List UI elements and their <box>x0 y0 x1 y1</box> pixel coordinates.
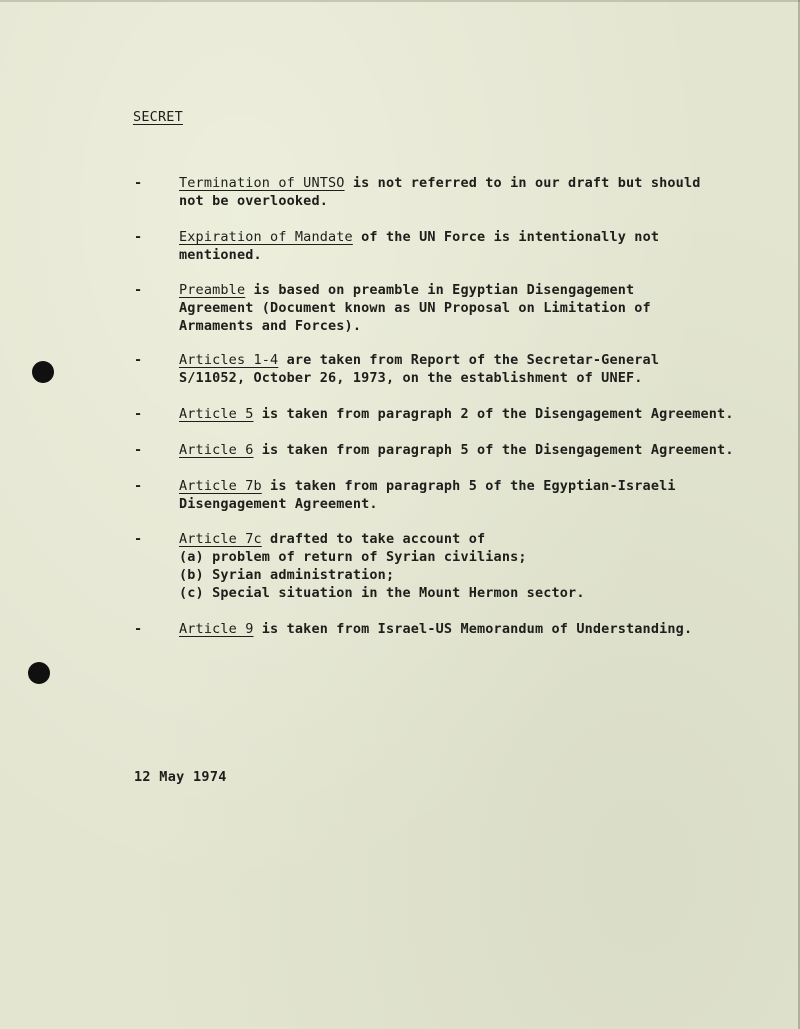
item-text <box>179 441 779 459</box>
item-description: is taken from paragraph 2 of the Disengagement Agreement. <box>253 406 734 422</box>
item-text <box>179 620 739 638</box>
item-dash: - <box>134 621 143 637</box>
item-description: are taken from Report of the Secretar-General S/11052, October 26, 1973, on the establishment of UNEF. <box>179 352 660 386</box>
item-heading: Articles 1-4 <box>179 352 279 368</box>
subitem-a: (a) problem of return of Syrian civilians; <box>179 549 527 565</box>
item-heading: Article 7c <box>179 531 262 547</box>
subitem-c: (c) Special situation in the Mount Hermon sector. <box>179 585 585 601</box>
page-top-edge <box>0 0 800 2</box>
item-heading: Article 9 <box>179 621 254 637</box>
item-description: is based on preamble in Egyptian Disengagement Agreement (Document known as UN Proposal on Limitation of Armaments and Forces). <box>179 282 651 334</box>
item-text <box>179 281 739 335</box>
item-description: drafted to take account of <box>261 531 486 547</box>
punch-hole-bottom <box>28 662 50 684</box>
item-description: is taken from paragraph 5 of the Disengagement Agreement. <box>253 442 734 458</box>
item-text <box>179 477 739 513</box>
item-text <box>179 228 739 264</box>
item-text <box>179 530 739 602</box>
item-text <box>179 405 779 423</box>
subitem-b: (b) Syrian administration; <box>179 567 395 583</box>
item-dash: - <box>134 175 143 191</box>
item-heading: Article 7b <box>179 478 262 494</box>
item-dash: - <box>134 352 143 368</box>
item-dash: - <box>134 406 143 422</box>
classification-label: SECRET <box>133 109 183 125</box>
item-dash: - <box>134 282 143 298</box>
item-dash: - <box>134 229 143 245</box>
item-dash: - <box>134 478 143 494</box>
item-description: is taken from Israel-US Memorandum of Understanding. <box>253 621 693 637</box>
item-heading: Article 5 <box>179 406 254 422</box>
item-heading: Expiration of Mandate <box>179 229 353 245</box>
item-description: of the UN Force is intentionally not mentioned. <box>179 229 660 263</box>
document-date: 12 May 1974 <box>134 769 227 785</box>
item-heading: Preamble <box>179 282 246 298</box>
item-description: is not referred to in our draft but should not be overlooked. <box>179 175 701 209</box>
item-description: is taken from paragraph 5 of the Egyptian-Israeli Disengagement Agreement. <box>179 478 676 512</box>
punch-hole-top <box>32 361 54 383</box>
item-text <box>179 351 739 387</box>
item-dash: - <box>134 442 143 458</box>
item-text <box>179 174 739 210</box>
item-heading: Termination of UNTSO <box>179 175 345 191</box>
item-dash: - <box>134 531 143 547</box>
item-heading: Article 6 <box>179 442 254 458</box>
